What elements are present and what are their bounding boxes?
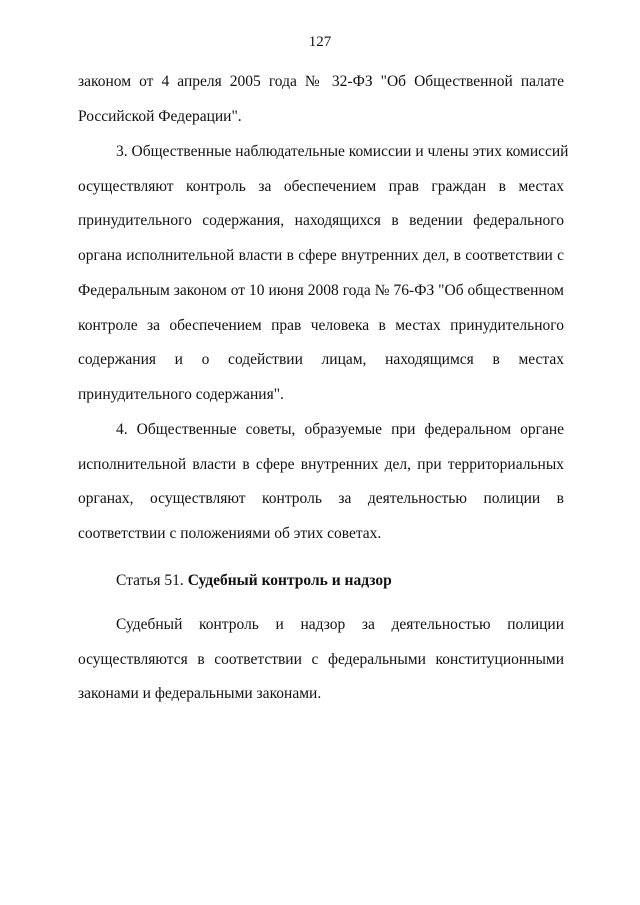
paragraph-2-line-4: органа исполнительной власти в сфере внутренних дел, в соответствии с bbox=[78, 247, 564, 264]
paragraph-2-line-3: принудительного содержания, находящихся в ведении федерального bbox=[78, 212, 564, 229]
paragraph-2-line-8: принудительного содержания". bbox=[78, 386, 284, 403]
paragraph-3-line-2: исполнительной власти в сфере внутренних дел, при территориальных bbox=[78, 456, 564, 473]
paragraph-3-line-4: соответствии с положениями об этих советах. bbox=[78, 525, 382, 542]
paragraph-3-line-1: 4. Общественные советы, образуемые при федеральном органе bbox=[116, 421, 564, 438]
paragraph-4-line-1: Судебный контроль и надзор за деятельностью полиции bbox=[116, 616, 564, 633]
paragraph-2-line-5: Федеральным законом от 10 июня 2008 года № 76-ФЗ "Об общественном bbox=[78, 282, 564, 299]
page-number: 127 bbox=[308, 34, 332, 50]
paragraph-2-line-2: осуществляют контроль за обеспечением прав граждан в местах bbox=[78, 178, 564, 195]
article-title: Судебный контроль и надзор bbox=[187, 572, 392, 589]
article-heading bbox=[116, 571, 392, 591]
paragraph-4-line-2: осуществляются в соответствии с федеральными конституционными bbox=[78, 651, 564, 668]
article-number: Статья 51. bbox=[116, 572, 188, 589]
paragraph-3-line-3: органах, осуществляют контроль за деятельностью полиции в bbox=[78, 490, 564, 507]
paragraph-2-line-7: содержания и о содействии лицам, находящимся в местах bbox=[78, 351, 564, 368]
paragraph-1-line-2: Российской Федерации". bbox=[78, 108, 242, 125]
paragraph-1-line-1: законом от 4 апреля 2005 года № 32-ФЗ "Об Общественной палате bbox=[78, 73, 564, 90]
paragraph-2-line-6: контроле за обеспечением прав человека в местах принудительного bbox=[78, 317, 564, 334]
paragraph-4-line-3: законами и федеральными законами. bbox=[78, 685, 322, 702]
paragraph-2-line-1: 3. Общественные наблюдательные комиссии и члены этих комиссий bbox=[116, 143, 569, 160]
